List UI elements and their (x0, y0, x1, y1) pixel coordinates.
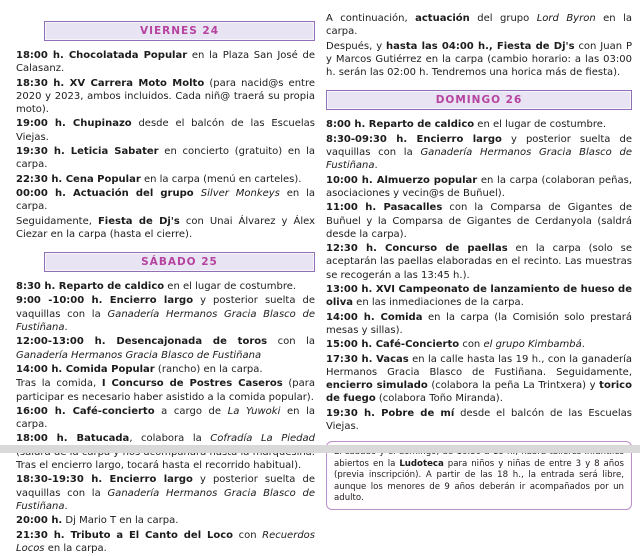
event-line (16, 215, 315, 242)
text-segment: 11:00 h. Pasacalles (326, 202, 443, 214)
page-bottom-edge (0, 445, 640, 453)
text-segment: en la carpa (la Comisión solo prestará mesas y sillas). (326, 311, 632, 336)
text-segment: 22:30 h. Cena Popular (16, 173, 141, 185)
event-line (16, 405, 315, 432)
event-line (326, 283, 632, 310)
text-segment: 00:00 h. Actuación del grupo (16, 187, 201, 199)
text-segment: en la carpa. (16, 405, 315, 431)
text-segment: Lord Byron (536, 13, 596, 24)
text-segment: Recuerdos Locos (16, 529, 316, 554)
text-segment: (para nacid@s entre 2020 y 2023, ambos incluidos. Cada niñ@ traerá su propia moto). (16, 77, 315, 116)
text-segment: en el lugar de costumbre. (164, 281, 297, 293)
text-segment: 13:00 h. XVI Campeonato de lanzamiento de hueso de oliva (326, 284, 632, 309)
event-line (16, 117, 315, 144)
text-segment: Tras la comida, (16, 378, 102, 390)
text-segment: (colabora la peña La Trintxera) y (427, 380, 600, 392)
text-segment: 19:30 h. Leticia Sabater (16, 146, 159, 158)
text-segment: con Juan P y Marcos Gutiérrez en la carpa (cambio horario: a las 03:00 h. serán las 02:00 h. Tendremos una horica más de fiesta). (326, 40, 632, 79)
text-segment: en la carpa. (16, 187, 315, 213)
event-line (16, 77, 315, 117)
day-section-header: DOMINGO 26 (326, 90, 632, 110)
text-segment: Después, y (326, 40, 387, 52)
text-segment: 20:00 h. (16, 515, 63, 527)
text-segment: y posterior suelta de vaquillas con la (16, 474, 316, 499)
text-segment: 17:30 h. Vacas (326, 353, 409, 365)
text-segment: 15:00 h. Café-Concierto (326, 339, 460, 351)
text-segment: Ludoteca (399, 458, 444, 469)
text-segment: Ganadería Hermanos Gracia Blasco de Fustiñana (16, 349, 262, 361)
text-segment: Tras el encierro largo, tocará hasta el recorrido habitual). (16, 460, 302, 472)
text-segment: y posterior suelta de vaquillas con la (326, 133, 632, 159)
text-segment: 10:00 h. Almuerzo popular (326, 174, 478, 186)
event-line (326, 40, 632, 80)
event-line (16, 49, 315, 76)
text-segment: 12:30 h. Concurso de paellas (326, 243, 508, 255)
text-segment: en la carpa. (326, 13, 632, 38)
text-segment: I Concurso de Postres Caseros (101, 378, 283, 390)
event-line (16, 335, 315, 362)
text-segment: 8:30 h. Reparto de caldico (16, 281, 165, 293)
text-segment: 14:00 h. Comida (326, 311, 423, 323)
text-segment: 19:00 h. Chupinazo (16, 118, 132, 130)
text-segment: en la calle hasta las 19 h., con la ganadería Hermanos Gracia Blasco de Fustiñana. Seguidamente, (326, 353, 632, 378)
text-segment: . (581, 339, 585, 351)
event-line (16, 294, 315, 334)
text-segment: 18:00 h. Chocolatada Popular (16, 50, 188, 61)
text-segment: 8:30-09:30 h. Encierro largo (326, 133, 502, 145)
text-segment: 9:00 -10:00 h. Encierro largo (16, 295, 194, 307)
text-segment: y posterior suelta de vaquillas con la (16, 295, 315, 320)
text-segment: para niños y niñas de entre 3 y 8 años (previa inscripción). A partir de las 18 h., la entrada será libre, aunque los menores de 9 años deberán ir acompañados por un adulto. (334, 458, 624, 503)
text-segment: en las inmediaciones de la carpa. (353, 297, 524, 309)
text-segment: en concierto (gratuito) en la carpa. (16, 146, 315, 171)
column-left (16, 21, 315, 556)
text-segment: 19:30 h. Pobre de mí (326, 407, 455, 419)
text-segment: desde el balcón de las Escuelas Viejas. (16, 118, 315, 143)
text-segment: abiertos en la (334, 458, 396, 469)
text-segment: desde el balcón de las Escuelas Viejas. (326, 407, 632, 433)
event-line (16, 377, 315, 404)
text-segment: Ganadería Hermanos Gracia Blasco de Fustiñana (326, 147, 632, 172)
text-segment: del grupo (469, 13, 537, 24)
text-segment: (colabora Toño Miranda). (375, 393, 503, 405)
event-line (326, 242, 632, 282)
event-line (326, 174, 632, 201)
event-line (326, 353, 632, 406)
text-segment: Dj Mario T en la carpa. (62, 515, 179, 527)
text-segment: actuación (415, 13, 470, 24)
text-segment: encierro simulado (326, 380, 428, 392)
text-segment: 21:30 h. Tributo a El Canto del Loco (16, 529, 234, 541)
text-segment: 18:30 h. XV Carrera Moto Molto (16, 77, 205, 89)
text-segment: en la Plaza San José de Calasanz. (16, 50, 315, 75)
event-line (16, 363, 315, 376)
text-segment: Cofradía La Piedad (210, 433, 315, 445)
text-segment: hasta las 04:00 h., Fiesta de Dj's (386, 40, 575, 52)
text-segment: Seguidamente, (16, 215, 98, 227)
text-segment: en la carpa (menú en carteles). (140, 173, 302, 185)
text-segment: torico de fuego (326, 380, 632, 405)
text-segment: 16:00 h. Café-concierto (16, 405, 155, 417)
text-segment: . (64, 322, 68, 334)
text-segment: 8:00 h. Reparto de caldico (326, 119, 475, 131)
text-segment: 14:00 h. Comida Popular (16, 363, 155, 375)
text-segment: el grupo Kimbambá (483, 339, 582, 351)
text-segment: con la (267, 336, 316, 348)
event-line (326, 118, 632, 131)
day-section-header: VIERNES 24 (44, 21, 315, 41)
text-segment: A continuación, (326, 13, 416, 24)
event-line (16, 145, 315, 172)
text-segment: (rancho) en la carpa. (154, 363, 263, 375)
text-segment: Ganadería Hermanos Gracia Blasco de Fustiñana (16, 308, 315, 334)
text-segment: en la carpa (colaboran peñas, asociaciones y vecin@s de Buñuel). (326, 174, 632, 199)
event-line (16, 187, 315, 214)
event-line (326, 407, 632, 434)
column-right (326, 12, 632, 510)
text-segment: . (64, 500, 68, 512)
event-line (16, 280, 315, 293)
text-segment: Fiesta de Dj's (97, 215, 180, 227)
event-line (16, 473, 315, 513)
text-segment: con la Comparsa de Gigantes de Buñuel y la Comparsa de Gigantes de Cerdanyola (saldrá desde la carpa). (326, 202, 632, 240)
event-line (16, 529, 315, 556)
text-segment: 12:00-13:00 h. Desencajonada de toros (16, 336, 268, 348)
text-segment: , colabora la (129, 433, 211, 445)
event-line (326, 338, 632, 351)
text-segment: a cargo de (154, 405, 228, 417)
event-line (16, 173, 315, 186)
text-segment: . (374, 160, 378, 172)
text-segment: 18:00 h. Batucada (16, 433, 130, 445)
event-line (16, 514, 315, 527)
text-segment: en la carpa (solo se aceptarán las paellas elaboradas en el recinto. Las muestras se recogerán a las 13:45 h.). (326, 243, 632, 281)
text-segment: La Yuwoki (227, 405, 281, 417)
text-segment: (para participar es necesario haber asistido a la comida popular). (16, 378, 316, 403)
text-segment: en la carpa. (44, 542, 107, 554)
text-segment: con (459, 339, 484, 351)
event-line (326, 12, 632, 39)
text-segment: Ganadería Hermanos Gracia Blasco de Fustiñana (16, 487, 315, 512)
event-line (326, 133, 632, 173)
event-line (326, 311, 632, 338)
text-segment: con (233, 529, 263, 541)
text-segment: en el lugar de costumbre. (474, 119, 607, 131)
text-segment: 18:30-19:30 h. Encierro largo (16, 474, 193, 486)
event-line (326, 201, 632, 241)
text-segment: con Unai Álvarez y Álex Ciezar en la carpa (hasta el cierre). (16, 215, 315, 240)
day-section-header: SÁBADO 25 (44, 252, 315, 272)
text-segment: Silver Monkeys (200, 187, 280, 199)
